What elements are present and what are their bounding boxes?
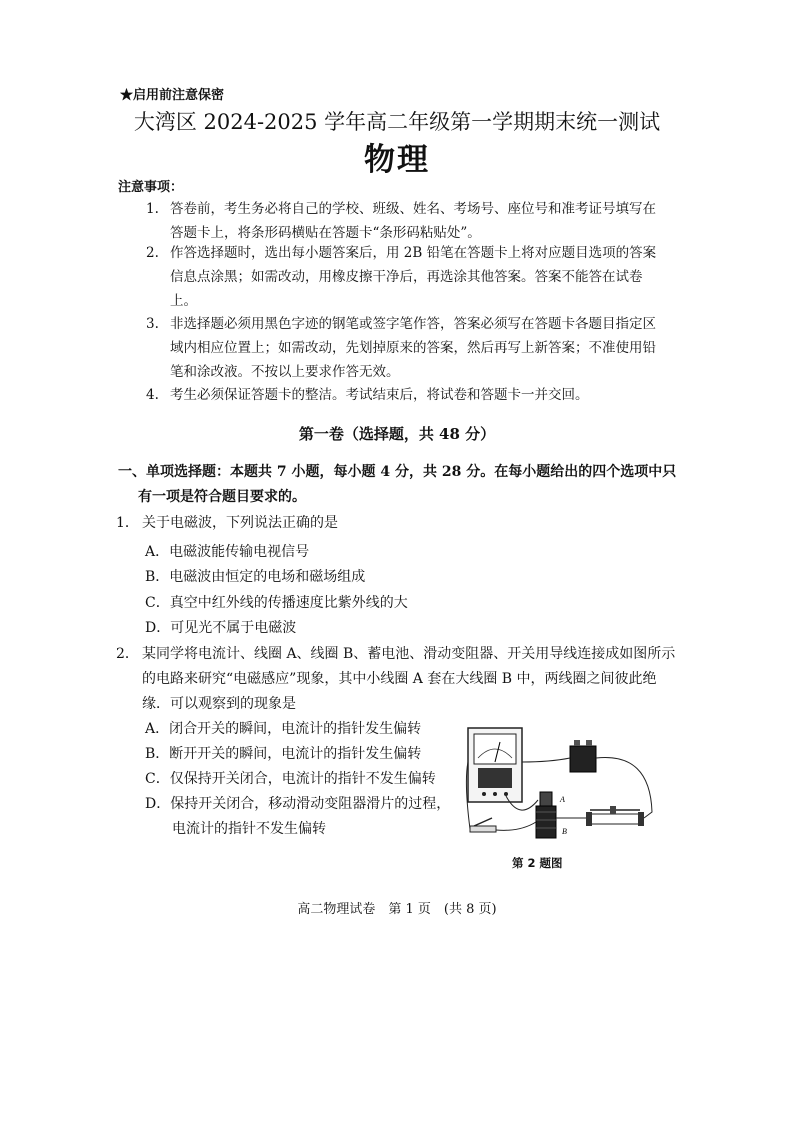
notice-item-number: 1. bbox=[146, 201, 159, 217]
page-footer: 高二物理试卷 第 1 页 (共 8 页) bbox=[297, 902, 497, 917]
question-1-stem bbox=[116, 511, 676, 536]
question-2-option-a: A．闭合开关的瞬间，电流计的指针发生偏转 bbox=[145, 721, 422, 737]
notice-heading: 注意事项： bbox=[118, 180, 184, 195]
notice-item-number: 4. bbox=[146, 387, 159, 403]
question-2-stem bbox=[116, 642, 676, 717]
question-2-option-c: C．仅保持开关闭合，电流计的指针不发生偏转 bbox=[145, 771, 436, 787]
question-1-option-b: B．电磁波由恒定的电场和磁场组成 bbox=[145, 569, 366, 585]
notice-item bbox=[146, 383, 666, 407]
coil-b-label: B bbox=[562, 827, 567, 836]
notice-item-text: 答卷前，考生务必将自己的学校、班级、姓名、考场号、座位号和准考证号填写在答题卡上，将条形码横贴在答题卡“条形码粘贴处”。 bbox=[170, 201, 656, 241]
question-1-option-a: A．电磁波能传输电视信号 bbox=[145, 544, 310, 560]
circuit-figure bbox=[460, 722, 660, 850]
battery-icon bbox=[570, 740, 596, 772]
question-2-option-d: D．保持开关闭合，移动滑动变阻器滑片的过程， bbox=[145, 796, 451, 812]
notice-item-number: 3. bbox=[146, 316, 159, 332]
figure-caption: 第 2 题图 bbox=[512, 856, 563, 870]
coil-a-label: A bbox=[560, 795, 565, 804]
section-title: 第一卷（选择题，共 48 分） bbox=[298, 425, 496, 443]
question-number: 1． bbox=[116, 515, 139, 531]
galvanometer-icon bbox=[468, 728, 522, 802]
notice-item-text: 非选择题必须用黑色字迹的钢笔或签字笔作答，答案必须写在答题卡各题目指定区域内相应位置上；如需改动，先划掉原来的答案，然后再写上新答案；不准使用铅笔和涂改液。不按以上要求作答无效。 bbox=[170, 316, 656, 380]
part-heading-line1: 一、单项选择题：本题共 7 小题，每小题 4 分，共 28 分。在每小题给出的四个选项中只 bbox=[118, 464, 677, 480]
question-1-option-c: C．真空中红外线的传播速度比紫外线的大 bbox=[145, 595, 408, 611]
question-1-option-d: D．可见光不属于电磁波 bbox=[145, 620, 297, 636]
coil-icon bbox=[536, 792, 556, 838]
question-2-option-d-continued: 电流计的指针不发生偏转 bbox=[172, 821, 326, 837]
notice-item bbox=[146, 312, 666, 384]
notice-item bbox=[146, 241, 666, 313]
rheostat-icon bbox=[586, 806, 644, 826]
question-2-option-b: B．断开开关的瞬间，电流计的指针发生偏转 bbox=[145, 746, 422, 762]
question-number: 2． bbox=[116, 646, 139, 662]
notice-item-text: 作答选择题时，选出每小题答案后，用 2B 铅笔在答题卡上将对应题目选项的答案信息点涂黑；如需改动，用橡皮擦干净后，再选涂其他答案。答案不能答在试卷上。 bbox=[170, 245, 657, 309]
question-text: 关于电磁波，下列说法正确的是 bbox=[142, 515, 338, 531]
exam-title: 大湾区 2024-2025 学年高二年级第一学期期末统一测试 bbox=[133, 110, 661, 134]
question-text: 某同学将电流计、线圈 A、线圈 B、蓄电池、滑动变阻器、开关用导线连接成如图所示的电路来研究“电磁感应”现象，其中小线圈 A 套在大线圈 B 中，两线圈之间彼此绝缘．可以观察到的现象是 bbox=[142, 646, 676, 712]
subject-title: 物理 bbox=[364, 142, 430, 178]
switch-icon bbox=[470, 818, 496, 832]
part-heading bbox=[118, 460, 678, 510]
notice-item-text: 考生必须保证答题卡的整洁。考试结束后，将试卷和答题卡一并交回。 bbox=[170, 387, 589, 403]
notice-item-number: 2. bbox=[146, 245, 159, 261]
confidential-mark: ★启用前注意保密 bbox=[120, 88, 225, 103]
part-heading-line2: 有一项是符合题目要求的。 bbox=[138, 489, 306, 505]
notice-item bbox=[146, 197, 666, 245]
